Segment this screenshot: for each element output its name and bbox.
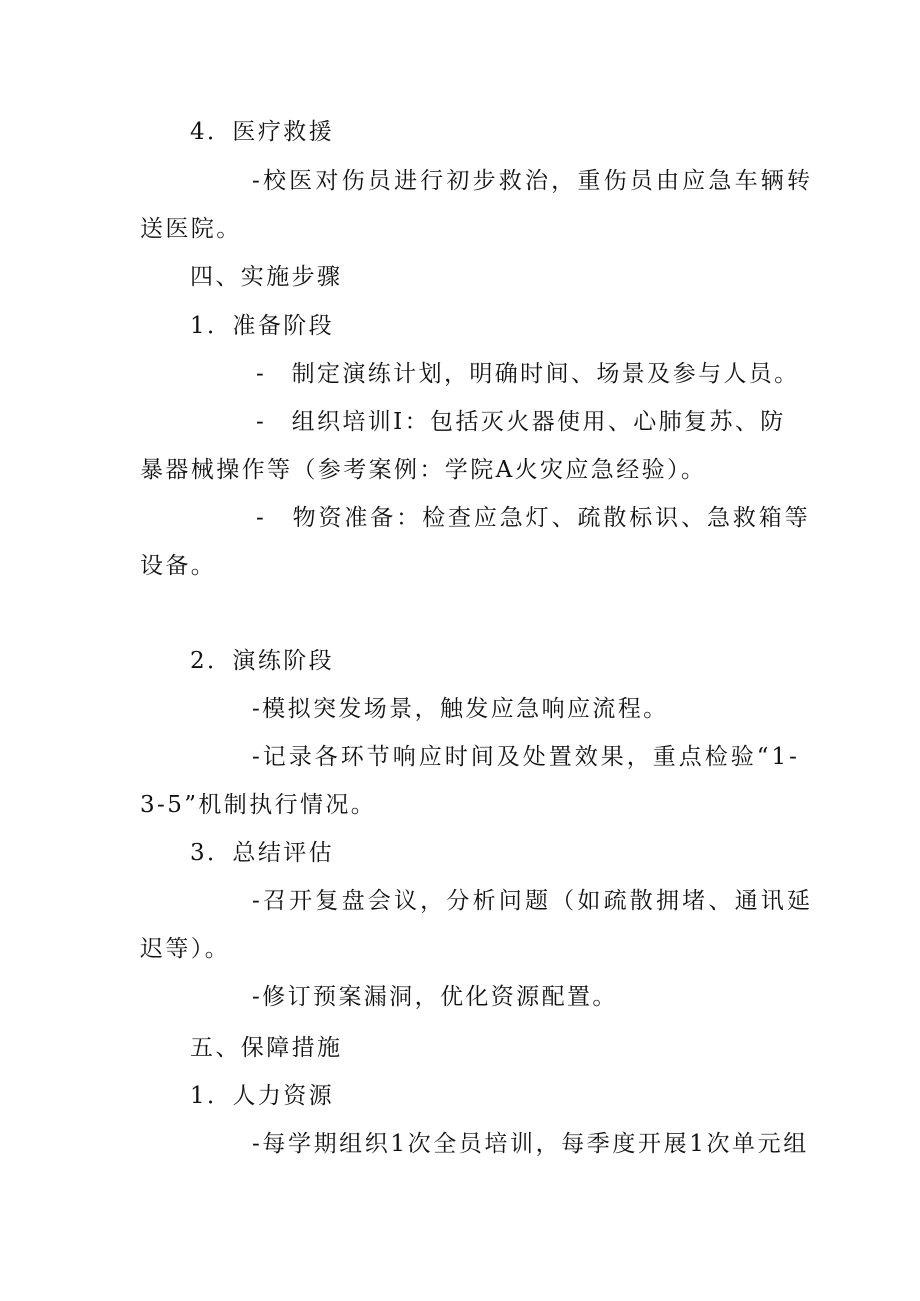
list-item-line: - 制定演练计划，明确时间、场景及参与人员。 <box>256 361 800 387</box>
paragraph-line: -召开复盘会议，分析问题（如疏散拥堵、通讯延 <box>252 888 814 914</box>
paragraph-line: -校医对伤员进行初步救治，重伤员由应急车辆转 <box>252 168 814 194</box>
chapter-heading-implementation-steps: 四、实施步骤 <box>190 264 343 290</box>
paragraph-line: -记录各环节响应时间及处置效果，重点检验“1- <box>252 744 800 770</box>
section-heading-preparation: 1．准备阶段 <box>190 313 335 339</box>
paragraph-line: -每学期组织1次全员培训，每季度开展1次单元组 <box>252 1131 809 1157</box>
paragraph-line: 送医院。 <box>140 216 242 242</box>
paragraph-line: 暴器械操作等（参考案例：学院A火灾应急经验）。 <box>140 457 707 483</box>
paragraph-line: 3-5”机制执行情况。 <box>140 792 377 818</box>
list-item-line: - 组织培训I：包括灭火器使用、心肺复苏、防 <box>256 409 786 435</box>
paragraph-line: 迟等）。 <box>140 936 231 962</box>
paragraph-line: -修订预案漏洞，优化资源配置。 <box>252 984 618 1010</box>
paragraph-line: -模拟突发场景，触发应急响应流程。 <box>252 696 669 722</box>
chapter-heading-safeguards: 五、保障措施 <box>190 1035 343 1061</box>
section-heading-drill: 2．演练阶段 <box>190 648 335 674</box>
section-heading-summary: 3．总结评估 <box>190 840 335 866</box>
list-item-line: - 物资准备：检查应急灯、疏散标识、急救箱等 <box>256 505 811 531</box>
section-heading-human-resources: 1．人力资源 <box>190 1083 335 1109</box>
section-heading-medical-rescue: 4．医疗救援 <box>190 119 335 145</box>
paragraph-line: 设备。 <box>140 553 217 579</box>
